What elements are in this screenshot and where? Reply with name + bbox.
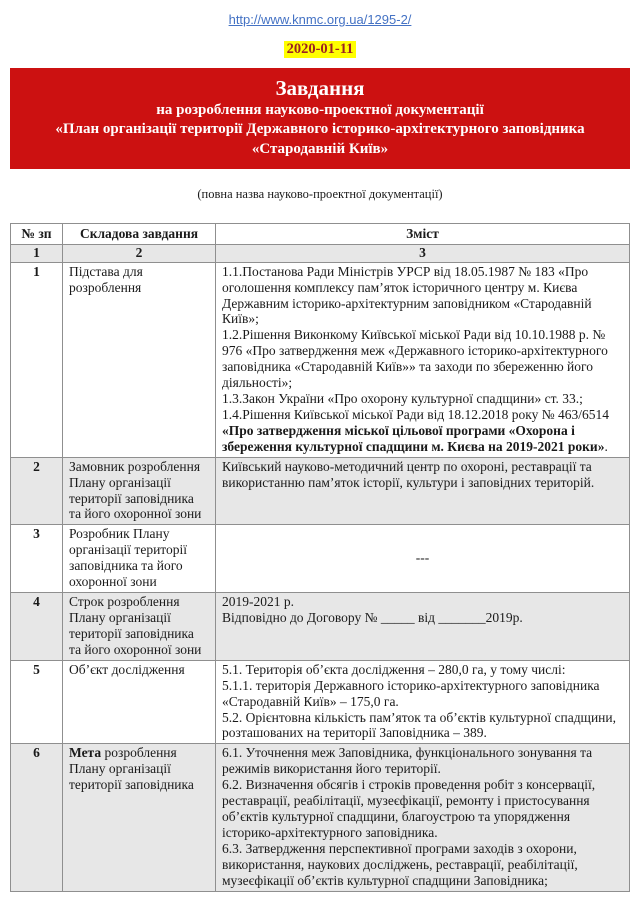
task-content-cell [216, 660, 630, 744]
full-name-caption: (повна назва науково-проектної документації) [197, 186, 443, 201]
task-content-cell [216, 457, 630, 525]
table-row [11, 660, 630, 744]
row-number-cell: 1 [11, 262, 63, 457]
content-paragraph: 1.1.Постанова Ради Міністрів УРСР від 18.05.1987 № 183 «Про оголошення комплексу пам’яток історичного центру м. Києва Державним історико-архітектурним заповідником «Стародавній Київ»; [222, 263, 592, 327]
column-number-1: 1 [11, 244, 63, 262]
date-badge: 2020-01-11 [284, 41, 357, 58]
task-component-cell: Підстава для розроблення [63, 262, 216, 457]
date-line [10, 40, 630, 58]
task-content-cell [216, 525, 630, 593]
task-component-cell: Розробник Плану організації території заповідника та його охоронної зони [63, 525, 216, 593]
source-url-line [10, 8, 630, 27]
task-content-cell [216, 593, 630, 661]
column-header-num: № зп [11, 223, 63, 244]
row-number-cell: 6 [11, 744, 63, 891]
document-title: Завдання [275, 76, 365, 100]
table-row [11, 457, 630, 525]
content-paragraph: 5.2. Орієнтовна кількість пам’яток та об’єктів культурної спадщини, розташованих на території Заповідника – 389. [222, 709, 617, 741]
table-header-row [11, 223, 630, 244]
task-component-cell: Строк розроблення Плану організації території заповідника та його охоронної зони [63, 593, 216, 661]
table-row [11, 262, 630, 457]
content-paragraph: --- [415, 550, 430, 566]
content-paragraph: Київський науково-методичний центр по охороні, реставрації та використанню пам’яток історії, культури і заповідних територій. [222, 458, 595, 490]
table-row [11, 525, 630, 593]
row-number-cell: 5 [11, 660, 63, 744]
task-component-cell: Об’єкт дослідження [63, 660, 216, 744]
column-header-component: Складова завдання [63, 223, 216, 244]
content-paragraph: 5.1.1. територія Державного історико-архітектурного заповідника «Стародавній Київ» – 175,0 га. [222, 677, 600, 709]
content-paragraph: 1.4.Рішення Київської міської Ради від 18.12.2018 року № 463/6514 «Про затвердження міської цільової програми «Охорона і збереження культурної спадщини м. Києва на 2019-2021 роки». [222, 406, 610, 454]
content-paragraph: 1.2.Рішення Виконкому Київської міської Ради від 10.10.1988 р. № 976 «Про затвердження меж «Державного історико-архітектурного заповідника «Стародавній Київ»» та заходи по збереженню його діяльності»; [222, 327, 608, 391]
content-paragraph: 1.3.Закон України «Про охорону культурної спадщини» ст. 33.; [222, 391, 583, 407]
content-paragraph: 6.1. Уточнення меж Заповідника, функціонального зонування та режимів використання його території. [222, 745, 593, 777]
column-header-content: Зміст [216, 223, 630, 244]
row-number-cell: 2 [11, 457, 63, 525]
table-row [11, 744, 630, 891]
document-subject: «План організації території Державного історико-архітектурного заповідника «Стародавній Київ» [55, 121, 585, 157]
task-table-body [11, 262, 630, 891]
task-table [10, 223, 630, 892]
content-paragraph: 5.1. Територія об’єкта дослідження – 280,0 га, у тому числі: [222, 661, 566, 677]
task-content-cell [216, 262, 630, 457]
column-number-2: 2 [63, 244, 216, 262]
content-paragraph: 2019-2021 р. [222, 594, 294, 610]
table-row [11, 593, 630, 661]
content-paragraph: Відповідно до Договору № _____ від _______2019р. [222, 610, 523, 626]
row-number-cell: 4 [11, 593, 63, 661]
source-link[interactable]: http://www.knmc.org.ua/1295-2/ [228, 12, 412, 27]
column-number-3: 3 [216, 244, 630, 262]
title-banner [10, 68, 630, 169]
content-paragraph: 6.3. Затвердження перспективної програми заходів з охорони, використання, наукових досліджень, реставрації, реабілітації, музеєфікації об’єктів культурної спадщини Заповідника; [222, 840, 578, 888]
document-subtitle: на розроблення науково-проектної документації [156, 102, 484, 119]
task-content-cell [216, 744, 630, 891]
content-paragraph: 6.2. Визначення обсягів і строків проведення робіт з консервації, реставрації, реабілітації, музеєфікації, ремонту і пристосування об’єктів культурної спадщини, благоустрою та упорядження історико-архітектурного заповідника. [222, 777, 596, 840]
task-component-cell: Мета розроблення Плану організації території заповідника [63, 744, 216, 891]
column-number-row [11, 244, 630, 262]
row-number-cell: 3 [11, 525, 63, 593]
task-component-cell: Замовник розроблення Плану організації території заповідника та його охоронної зони [63, 457, 216, 525]
